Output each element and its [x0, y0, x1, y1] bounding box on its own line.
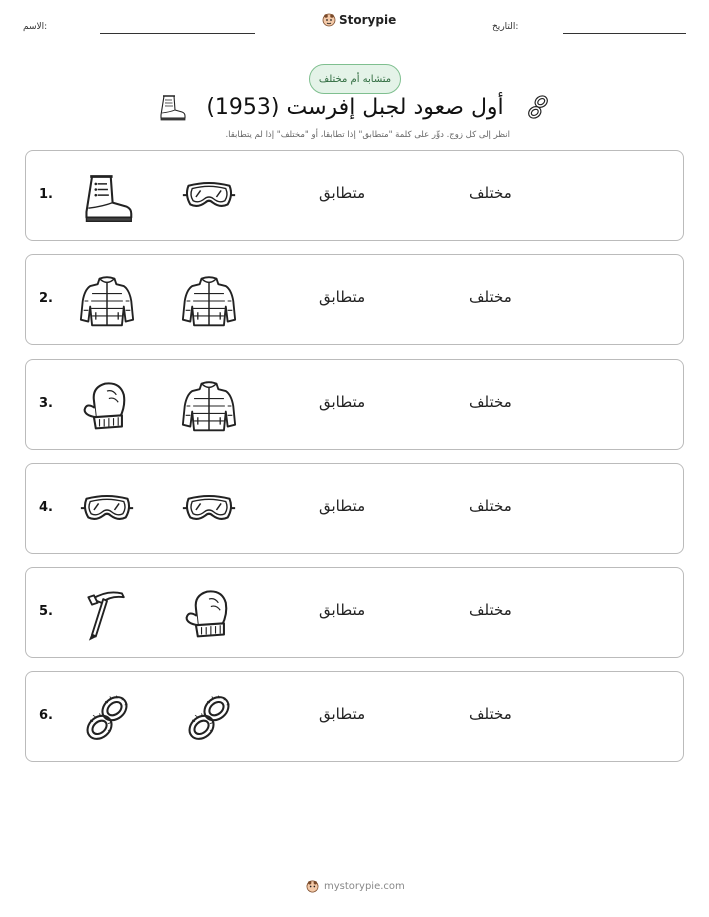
same-option[interactable]: متطابق	[319, 601, 366, 619]
row-number: 2.	[39, 291, 53, 306]
name-line[interactable]	[100, 33, 255, 34]
different-option[interactable]: مختلف	[469, 497, 512, 515]
jacket-icon	[79, 273, 135, 329]
jacket-icon	[181, 273, 237, 329]
worksheet-type-badge: متشابه أم مختلف	[309, 64, 401, 94]
storypie-mascot-icon	[306, 880, 319, 893]
footer	[306, 880, 405, 893]
exercise-row-3	[25, 359, 684, 450]
row-number: 3.	[39, 396, 53, 411]
exercise-row-6	[25, 671, 684, 762]
same-option[interactable]: متطابق	[319, 497, 366, 515]
storypie-mascot-icon	[322, 13, 336, 27]
different-option[interactable]: مختلف	[469, 184, 512, 202]
same-option[interactable]: متطابق	[319, 184, 366, 202]
mitten-icon	[181, 586, 237, 642]
same-option[interactable]: متطابق	[319, 705, 366, 723]
exercise-row-5	[25, 567, 684, 658]
rope-icon	[523, 92, 553, 122]
different-option[interactable]: مختلف	[469, 393, 512, 411]
exercise-row-2	[25, 254, 684, 345]
goggles-icon	[79, 482, 135, 538]
brand-logo	[322, 13, 396, 27]
different-option[interactable]: مختلف	[469, 601, 512, 619]
different-option[interactable]: مختلف	[469, 705, 512, 723]
same-option[interactable]: متطابق	[319, 393, 366, 411]
brand-name: Storypie	[339, 13, 397, 27]
date-line[interactable]	[563, 33, 686, 34]
mitten-icon	[79, 378, 135, 434]
same-option[interactable]: متطابق	[319, 288, 366, 306]
goggles-icon	[181, 482, 237, 538]
goggles-icon	[181, 169, 237, 225]
row-number: 5.	[39, 604, 53, 619]
row-number: 1.	[39, 187, 53, 202]
row-number: 4.	[39, 500, 53, 515]
instructions-text: انظر إلى كل زوج. دوِّر على كلمة "متطابق" إذا تطابقا، أو "مختلف" إذا لم يتطابقا.	[225, 130, 510, 140]
boot-icon	[157, 93, 187, 121]
exercise-row-1	[25, 150, 684, 241]
row-number: 6.	[39, 708, 53, 723]
jacket-icon	[181, 378, 237, 434]
different-option[interactable]: مختلف	[469, 288, 512, 306]
page-title: أول صعود لجبل إفرست (1953)	[206, 95, 504, 120]
date-label: التاريخ:	[492, 22, 519, 32]
rope-icon	[79, 690, 135, 746]
name-label: الاسم:	[23, 22, 48, 32]
ice-axe-icon	[79, 586, 135, 642]
footer-url[interactable]: mystorypie.com	[324, 881, 405, 892]
boot-icon	[79, 169, 135, 225]
rope-icon	[181, 690, 237, 746]
exercise-row-4	[25, 463, 684, 554]
